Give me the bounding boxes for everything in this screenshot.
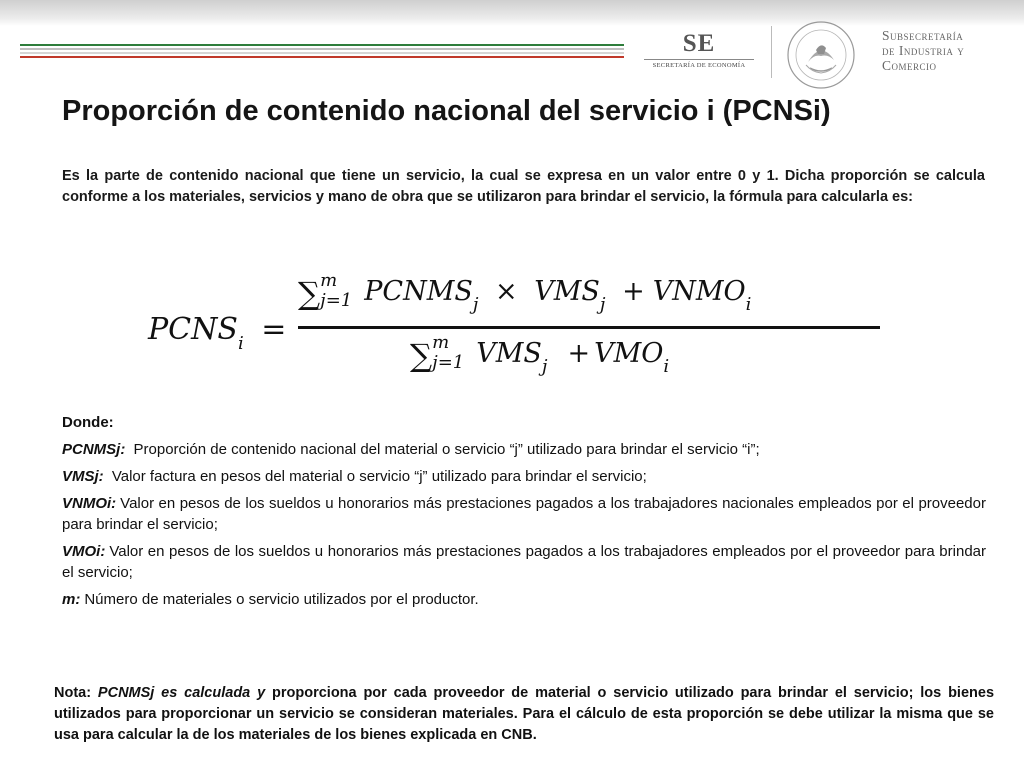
note-italic-part: PCNMSj es calculada y xyxy=(97,685,266,701)
definition-term: m: xyxy=(62,591,81,608)
denominator-plus: + xyxy=(567,338,591,369)
stripe-green xyxy=(20,44,624,46)
definition-pcnmsj xyxy=(62,439,986,460)
definition-text: Número de materiales o servicio utilizados por el productor. xyxy=(84,591,479,608)
subsecretaria-line-2: de Industria y xyxy=(882,43,965,58)
slide-title: Proporción de contenido nacional del servicio i (PCNSi) xyxy=(62,95,831,127)
definition-term: VMSj: xyxy=(62,468,104,485)
numerator-sum-limits xyxy=(320,272,352,310)
numerator-times: × xyxy=(495,276,518,307)
pcns-formula xyxy=(148,272,908,392)
numerator-sum-symbol: ∑ xyxy=(298,276,321,312)
intro-paragraph: Es la parte de contenido nacional que tiene un servicio, la cual se expresa en un valor entre 0 y 1. Dicha proporción se calcula conforme a los materiales, servicios y mano de obra que se utilizaron para brindar el servicio, la fórmula para calcularla es: xyxy=(62,168,985,205)
numerator-term-pcnms: PCNMS xyxy=(364,276,473,307)
denominator-sum-symbol: ∑ xyxy=(410,338,433,374)
denominator-term-vmo-sub: i xyxy=(663,356,670,377)
definition-m xyxy=(62,589,986,610)
header-divider xyxy=(771,26,772,78)
se-logo xyxy=(640,30,758,74)
denominator-sum-lower: j=1 xyxy=(432,352,465,373)
definitions-section xyxy=(62,412,986,616)
formula-equals: = xyxy=(261,312,287,347)
numerator-term-vnmo-sub: i xyxy=(745,294,752,315)
denominator-sum-limits xyxy=(432,334,464,372)
formula-numerator xyxy=(298,272,751,315)
definition-vmoi xyxy=(62,541,986,583)
stripe-gray xyxy=(20,48,624,50)
definition-text: Valor factura en pesos del material o servicio “j” utilizado para brindar el servicio; xyxy=(111,468,647,485)
se-logo-mark: SE xyxy=(682,30,716,57)
definition-vmsj xyxy=(62,466,986,487)
mexico-coat-of-arms-seal-icon xyxy=(786,20,856,90)
denominator-term-vms-sub: j xyxy=(541,356,548,377)
numerator-sum-lower: j=1 xyxy=(320,290,353,311)
subsecretaria-line-1: Subsecretaría xyxy=(882,28,964,43)
definition-term: VNMOi: xyxy=(62,495,117,512)
definition-text: Valor en pesos de los sueldos u honorarios más prestaciones pagados a los trabajadores nacionales empleados por el proveedor para brindar el servicio; xyxy=(62,495,986,533)
denominator-term-vms: VMS xyxy=(476,338,542,369)
stripe-red xyxy=(20,56,624,58)
formula-lhs-symbol: PCNS xyxy=(148,312,238,347)
denominator-sum-upper: m xyxy=(432,332,450,353)
definition-text: Proporción de contenido nacional del material o servicio “j” utilizado para brindar el servicio “i”; xyxy=(133,441,760,458)
header-stripes xyxy=(20,44,624,58)
definition-term: VMOi: xyxy=(62,543,106,560)
formula-lhs-sub: i xyxy=(237,333,244,354)
definition-text: Valor en pesos de los sueldos u honorarios más prestaciones pagados a los trabajadores empleados por el proveedor para brindar el servicio; xyxy=(62,543,986,581)
se-logo-divider xyxy=(644,59,754,60)
numerator-plus: + xyxy=(622,276,645,307)
numerator-term-vnmo: VNMO xyxy=(652,276,746,307)
subsecretaria-label xyxy=(882,28,964,73)
numerator-term-pcnms-sub: j xyxy=(472,294,479,315)
numerator-term-vms-sub: j xyxy=(599,294,606,315)
denominator-term-vmo: VMO xyxy=(594,338,664,369)
note-label: Nota: xyxy=(54,685,92,701)
numerator-term-vms: VMS xyxy=(534,276,600,307)
formula-lhs xyxy=(148,312,294,354)
definitions-heading: Donde: xyxy=(62,414,114,431)
fraction-bar xyxy=(298,326,880,329)
top-gradient-band xyxy=(0,0,1024,26)
numerator-sum-upper: m xyxy=(320,270,338,291)
formula-denominator xyxy=(410,334,669,377)
subsecretaria-line-3: Comercio xyxy=(882,58,937,73)
definition-vnmoi xyxy=(62,493,986,535)
note-paragraph xyxy=(54,683,994,746)
se-logo-subtitle: SECRETARÍA DE ECONOMÍA xyxy=(652,62,746,69)
stripe-light-gray xyxy=(20,52,624,54)
note-text: proporciona por cada proveedor de material o servicio utilizado para brindar el servicio; los bienes utilizados para proporcionar un servicio se consideran materiales. Para el cálculo de esta proporción se debe utilizar la misma que se usa para calcular la de los materiales de los bienes explicada en CNB. xyxy=(54,685,995,743)
definition-term: PCNMSj: xyxy=(62,441,126,458)
